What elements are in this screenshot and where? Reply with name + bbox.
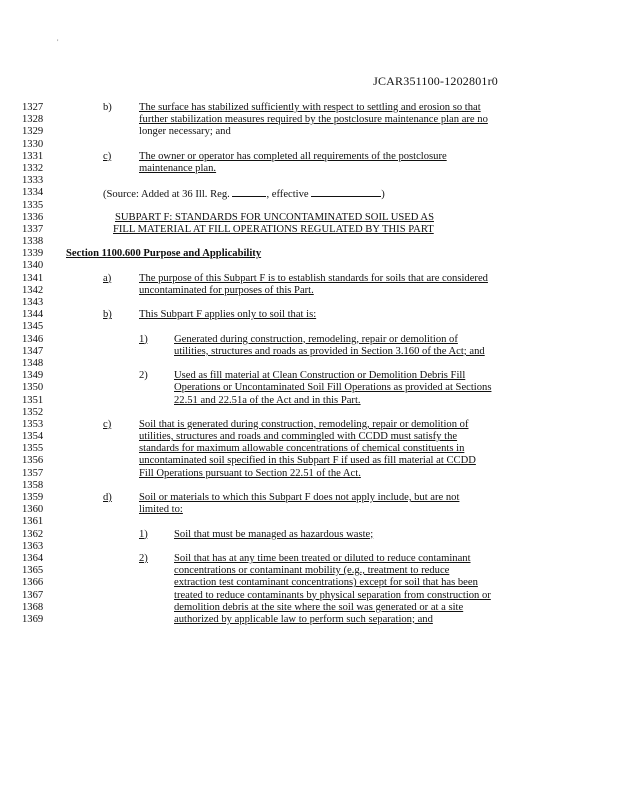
line-number: 1327	[22, 102, 44, 113]
line-number: 1355	[22, 443, 44, 455]
line-number: 1357	[22, 467, 44, 479]
line-number: 1361	[22, 516, 44, 528]
document-line	[0, 139, 618, 151]
subpart-heading: FILL MATERIAL AT FILL OPERATIONS REGULATED BY THIS PART	[113, 223, 434, 235]
document-line	[0, 260, 618, 272]
document-line	[0, 236, 618, 248]
line-number: 1364	[22, 552, 44, 564]
line-number: 1352	[22, 406, 44, 418]
line-number: 1336	[22, 211, 44, 223]
document-line	[0, 602, 618, 614]
line-number: 1362	[22, 528, 44, 540]
line-text: Fill Operations pursuant to Section 22.51 of the Act.	[139, 467, 361, 479]
line-text: utilities, structures and roads and commingled with CCDD must satisfy the	[139, 431, 458, 443]
document-body	[0, 102, 618, 626]
document-line	[0, 419, 618, 431]
item-label: 1)	[139, 333, 148, 345]
document-line	[0, 614, 618, 626]
item-label: a)	[103, 272, 112, 284]
document-line	[0, 200, 618, 212]
line-number: 1366	[22, 577, 44, 589]
line-number: 1350	[22, 382, 44, 394]
line-number: 1341	[22, 272, 44, 284]
line-number: 1331	[22, 150, 44, 162]
line-number: 1328	[22, 114, 44, 126]
line-text: Used as fill material at Clean Construction or Demolition Debris Fill	[174, 370, 466, 382]
document-line	[0, 577, 618, 589]
line-text: uncontaminated for purposes of this Part.	[139, 284, 314, 296]
source-note: (Source: Added at 36 Ill. Reg. , effective )	[103, 189, 385, 201]
line-text: further stabilization measures required by the postclosure maintenance plan are no	[139, 114, 488, 126]
document-line	[0, 187, 618, 199]
line-number: 1339	[22, 248, 44, 260]
line-number: 1332	[22, 162, 44, 174]
document-line	[0, 102, 618, 114]
document-line	[0, 455, 618, 467]
line-number: 1360	[22, 504, 44, 516]
line-text: concentrations or contaminant mobility (e.g., treatment to reduce	[174, 565, 450, 577]
item-label: b)	[103, 102, 112, 113]
document-line	[0, 541, 618, 553]
line-number: 1347	[22, 345, 44, 357]
line-text: standards for maximum allowable concentrations of chemical constituents in	[139, 443, 465, 455]
document-line	[0, 248, 618, 260]
document-line	[0, 516, 618, 528]
line-text: Soil that must be managed as hazardous waste;	[174, 528, 374, 540]
subpart-heading: SUBPART F: STANDARDS FOR UNCONTAMINATED SOIL USED AS	[115, 211, 434, 223]
line-text: Soil that is generated during construction, remodeling, repair or demolition of	[139, 418, 469, 430]
line-number: 1345	[22, 321, 44, 333]
line-text: This Subpart F applies only to soil that is:	[139, 309, 317, 321]
document-line	[0, 346, 618, 358]
line-number: 1346	[22, 333, 44, 345]
document-line	[0, 358, 618, 370]
line-number: 1329	[22, 126, 44, 138]
item-label: c)	[103, 418, 112, 430]
line-text: The owner or operator has completed all requirements of the postclosure	[139, 150, 447, 162]
line-text: The purpose of this Subpart F is to establish standards for soils that are considered	[139, 272, 488, 284]
line-number: 1351	[22, 394, 44, 406]
document-line	[0, 285, 618, 297]
document-line	[0, 370, 618, 382]
line-number: 1343	[22, 297, 44, 308]
section-heading: Section 1100.600 Purpose and Applicability	[66, 248, 262, 260]
line-text: limited to:	[139, 504, 183, 516]
line-number: 1349	[22, 370, 44, 382]
line-number: 1369	[22, 613, 44, 625]
document-id-header: JCAR351100-1202801r0	[373, 74, 498, 88]
line-number: 1333	[22, 175, 44, 187]
document-line	[0, 309, 618, 321]
line-number: 1358	[22, 479, 44, 491]
line-number: 1367	[22, 589, 44, 601]
document-line	[0, 407, 618, 419]
document-line	[0, 297, 618, 309]
line-number: 1344	[22, 309, 44, 321]
document-line	[0, 273, 618, 285]
document-line	[0, 151, 618, 163]
line-number: 1338	[22, 236, 44, 248]
item-label: 2)	[139, 552, 148, 564]
document-line	[0, 395, 618, 407]
document-line	[0, 163, 618, 175]
document-line	[0, 126, 618, 138]
document-line	[0, 492, 618, 504]
document-line	[0, 334, 618, 346]
line-number: 1353	[22, 418, 44, 430]
line-number: 1340	[22, 260, 44, 272]
line-text: extraction test contaminant concentrations) except for soil that has been	[174, 577, 478, 589]
line-text: Operations or Uncontaminated Soil Fill Operations as provided at Sections	[174, 382, 492, 394]
document-line	[0, 321, 618, 333]
line-text: maintenance plan.	[139, 162, 217, 174]
line-text: authorized by applicable law to perform such separation; and	[174, 613, 433, 625]
document-line	[0, 175, 618, 187]
document-line	[0, 590, 618, 602]
line-number: 1330	[22, 138, 44, 150]
line-number: 1354	[22, 431, 44, 443]
line-text: The surface has stabilized sufficiently with respect to settling and erosion so that	[139, 102, 481, 113]
line-text: Soil that has at any time been treated or diluted to reduce contaminant	[174, 552, 471, 564]
line-text: uncontaminated soil specified in this Subpart F if used as fill material at CCDD	[139, 455, 476, 467]
item-label: c)	[103, 150, 112, 162]
document-line	[0, 565, 618, 577]
document-line	[0, 212, 618, 224]
document-line	[0, 480, 618, 492]
item-label: d)	[103, 492, 112, 503]
document-line	[0, 224, 618, 236]
line-number: 1337	[22, 223, 44, 235]
corner-mark: ,	[57, 36, 59, 42]
line-text: 22.51 and 22.51a of the Act and in this Part.	[174, 394, 361, 406]
document-line	[0, 529, 618, 541]
line-text: utilities, structures and roads as provided in Section 3.160 of the Act; and	[174, 345, 485, 357]
document-line	[0, 431, 618, 443]
document-line	[0, 443, 618, 455]
line-number: 1365	[22, 565, 44, 577]
line-text: demolition debris at the site where the soil was generated or at a site	[174, 601, 464, 613]
line-text: treated to reduce contaminants by physical separation from construction or	[174, 589, 491, 601]
document-line	[0, 114, 618, 126]
document-line	[0, 468, 618, 480]
line-number: 1335	[22, 199, 44, 211]
line-number: 1368	[22, 601, 44, 613]
document-line	[0, 382, 618, 394]
line-number: 1348	[22, 357, 44, 369]
line-number: 1356	[22, 455, 44, 467]
document-line	[0, 504, 618, 516]
item-label: b)	[103, 309, 112, 321]
line-number: 1334	[22, 187, 44, 199]
item-label: 1)	[139, 528, 148, 540]
line-number: 1342	[22, 284, 44, 296]
line-text: longer necessary; and	[139, 126, 231, 138]
line-number: 1359	[22, 492, 44, 503]
document-line	[0, 553, 618, 565]
line-number: 1363	[22, 540, 44, 552]
line-text: Generated during construction, remodeling, repair or demolition of	[174, 333, 458, 345]
line-text: Soil or materials to which this Subpart F does not apply include, but are not	[139, 492, 460, 503]
item-label: 2)	[139, 370, 148, 382]
